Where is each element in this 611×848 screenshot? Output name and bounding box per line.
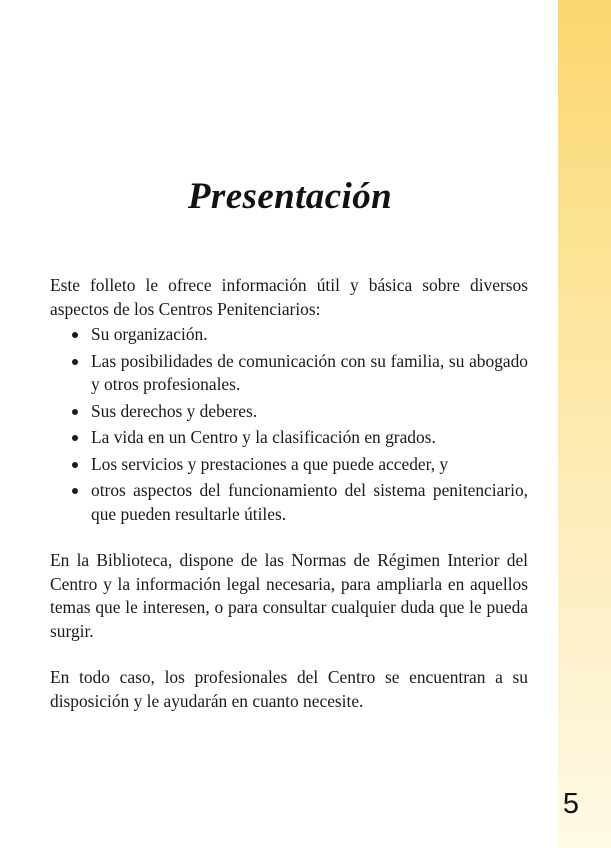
list-item-text: Las posibilidades de comunicación con su familia, su abogado y otros profesionales. xyxy=(91,350,528,394)
page-body xyxy=(50,274,528,713)
bullet-icon xyxy=(72,409,78,415)
list-item xyxy=(50,453,528,477)
bullet-icon xyxy=(72,435,78,441)
topics-list xyxy=(50,323,528,526)
list-item-text: Su organización. xyxy=(91,324,208,344)
bullet-icon xyxy=(72,462,78,468)
list-item xyxy=(50,400,528,424)
list-item xyxy=(50,350,528,397)
list-item-text: Los servicios y prestaciones a que puede acceder, y xyxy=(91,453,449,474)
library-paragraph: En la Biblioteca, dispone de las Normas de Régimen Interior del Centro y la información legal necesaria, para ampliarla en aquellos temas que le interesen, o para consultar cualquier duda que le pueda surgir. xyxy=(50,550,528,641)
list-item-text: otros aspectos del funcionamiento del sistema penitenciario, que pueden resultarle útiles. xyxy=(91,480,528,524)
bullet-icon xyxy=(72,332,78,338)
bullet-icon xyxy=(72,359,78,365)
list-item xyxy=(50,323,528,347)
bullet-icon xyxy=(72,488,78,494)
list-item xyxy=(50,426,528,450)
decorative-side-band xyxy=(558,0,611,848)
intro-paragraph: Este folleto le ofrece información útil y básica sobre diversos aspectos de los Centros Penitenciarios: xyxy=(50,275,528,319)
page-title: Presentación xyxy=(187,175,393,217)
page-number: 5 xyxy=(562,788,580,820)
list-item-text: Sus derechos y deberes. xyxy=(91,400,258,421)
list-item-text: La vida en un Centro y la clasificación en grados. xyxy=(91,427,436,447)
list-item xyxy=(50,479,528,526)
closing-paragraph: En todo caso, los profesionales del Centro se encuentran a su disposición y le ayudarán en cuanto necesite. xyxy=(50,667,528,711)
